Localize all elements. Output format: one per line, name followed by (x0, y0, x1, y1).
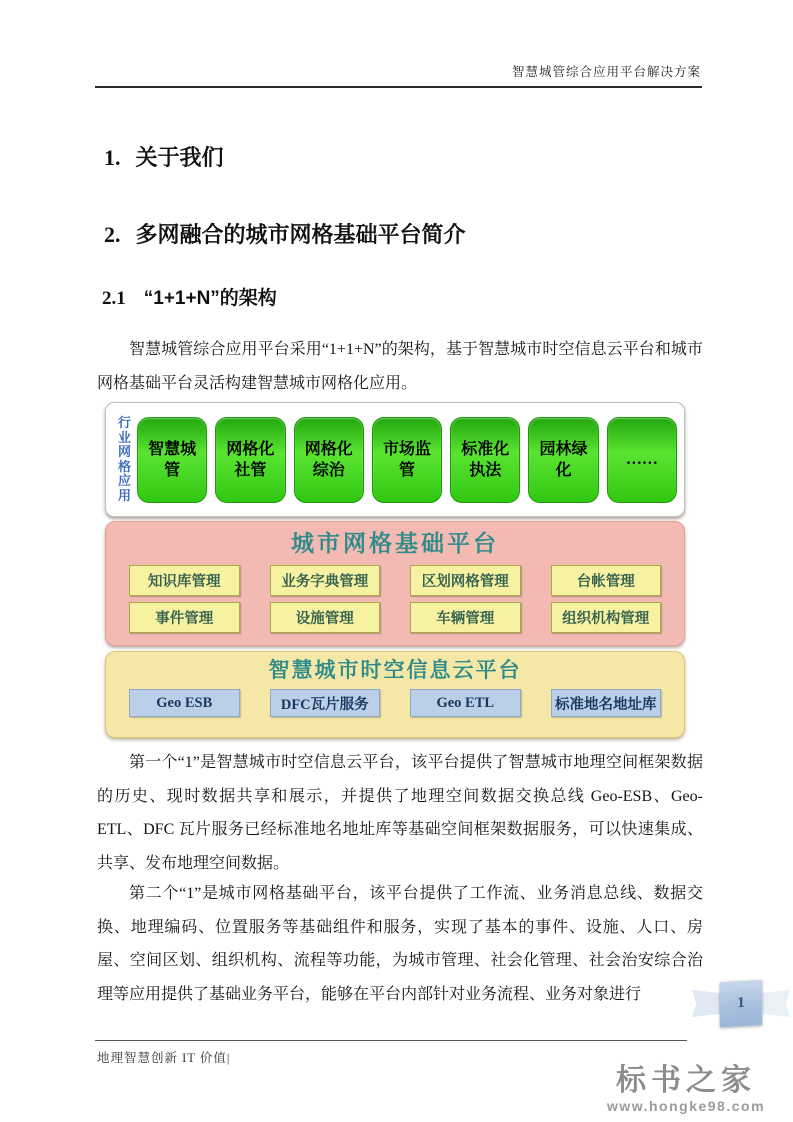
cloud-module-box: 标准地名地址库 (551, 689, 662, 717)
heading-1-number: 1. (104, 145, 121, 170)
apps-layer-side-label: 行业网格应用 (117, 415, 131, 503)
heading-2 (104, 218, 466, 249)
grid-module-box: 业务字典管理 (270, 565, 381, 596)
heading-2-1-number: 2.1 (102, 288, 126, 309)
heading-2-1 (102, 283, 277, 310)
grid-platform-title: 城市网格基础平台 (291, 531, 499, 556)
app-box: 智慧城管 (137, 417, 207, 503)
app-box: 标准化执法 (450, 417, 520, 503)
apps-row (137, 417, 677, 503)
grid-module-box: 设施管理 (270, 602, 381, 633)
header-divider (95, 86, 702, 88)
heading-2-text: 多网融合的城市网格基础平台简介 (135, 222, 466, 247)
cloud-platform-title: 智慧城市时空信息云平台 (268, 658, 522, 682)
paragraph-intro: 智慧城管综合应用平台采用“1+1+N”的架构，基于智慧城市时空信息云平台和城市网格基础平台灵活构建智慧城市网格化应用。 (97, 341, 703, 392)
grid-module-box: 台帐管理 (551, 565, 662, 596)
industry-apps-layer (105, 402, 685, 517)
grid-module-box: 事件管理 (129, 602, 240, 633)
paragraph-second-1: 第二个“1”是城市网格基础平台，该平台提供了工作流、业务消息总线、数据交换、地理编码、位置服务等基础组件和服务，实现了基本的事件、设施、人口、房屋、空间区划、组织机构、流程等功能，为城市管理、社会化管理、社会治安综合治理等应用提供了基础业务平台，能够在平台内部针对业务流程、业务对象进行 (97, 885, 703, 1003)
cloud-platform-layer (105, 651, 685, 738)
grid-module-box: 组织机构管理 (551, 602, 662, 633)
grid-module-box: 知识库管理 (129, 565, 240, 596)
app-box: …… (607, 417, 677, 503)
heading-2-number: 2. (104, 222, 121, 247)
watermark-title: 标书之家 (616, 1064, 756, 1097)
grid-module-box: 区划网格管理 (410, 565, 521, 596)
paragraph-first-1: 第一个“1”是智慧城市时空信息云平台，该平台提供了智慧城市地理空间框架数据的历史、现时数据共享和展示，并提供了地理空间数据交换总线 Geo-ESB、Geo-ETL、DFC 瓦片服务已经标准地名地址库等基础空间框架数据服务，可以快速集成、共享、发布地理空间数据。 (97, 754, 703, 872)
grid-platform-layer (105, 521, 685, 646)
heading-1-text: 关于我们 (135, 145, 224, 170)
app-box: 网格化社管 (215, 417, 285, 503)
cloud-platform-modules (129, 689, 661, 717)
heading-1 (104, 141, 224, 172)
app-box: 园林绿化 (528, 417, 598, 503)
page-number-ribbon (692, 981, 790, 1026)
page-number: 1 (720, 980, 762, 1027)
app-box: 市场监管 (372, 417, 442, 503)
heading-2-1-text: “1+1+N”的架构 (143, 288, 277, 309)
cloud-module-box: DFC瓦片服务 (270, 689, 381, 717)
cloud-module-box: Geo ESB (129, 689, 240, 717)
grid-platform-modules (129, 565, 661, 633)
cloud-module-box: Geo ETL (410, 689, 521, 717)
header-title: 智慧城管综合应用平台解决方案 (511, 65, 701, 79)
footer-divider (95, 1040, 687, 1041)
footer-text: 地理智慧创新 IT 价值| (97, 1051, 231, 1065)
architecture-diagram (105, 402, 685, 738)
app-box: 网格化综治 (294, 417, 364, 503)
watermark (601, 1066, 771, 1114)
grid-module-box: 车辆管理 (410, 602, 521, 633)
watermark-url: www.hongke98.com (606, 1098, 766, 1114)
